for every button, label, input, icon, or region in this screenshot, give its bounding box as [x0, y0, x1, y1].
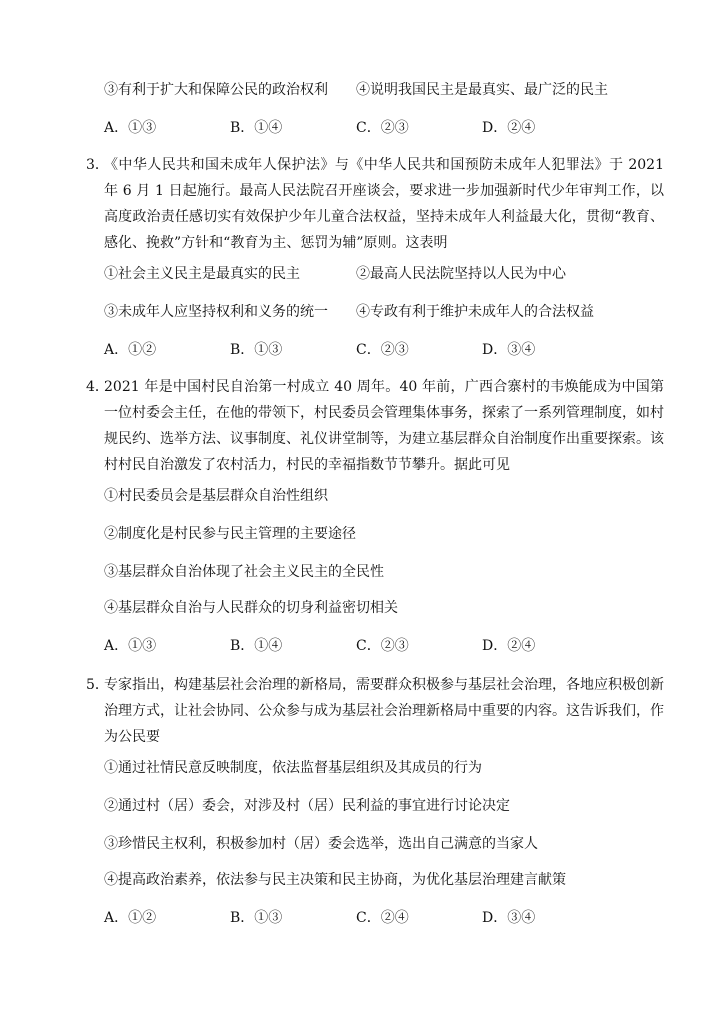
statement: ②通过村（居）委会，对涉及村（居）民利益的事宜进行讨论决定 — [104, 798, 510, 814]
choice-c[interactable]: C．②③ — [356, 342, 409, 358]
choice-c[interactable]: C．②④ — [356, 910, 409, 926]
statement: ④说明我国民主是最真实、最广泛的民主 — [356, 82, 608, 98]
choice-b[interactable]: B．①③ — [230, 342, 283, 358]
choice-a[interactable]: A．①② — [104, 910, 157, 926]
question-number: 3． — [86, 157, 109, 173]
statement: ③未成年人应坚持权利和义务的统一 — [104, 304, 328, 320]
question-stem: 《中华人民共和国未成年人保护法》与《中华人民共和国预防未成年人犯罪法》于 2021 年 6 月 1 日起施行。最高人民法院召开座谈会，要求进一步加强新时代少年审判工作，以高度政治责任感切实有效保护少年儿童合法权益，坚持未成年人利益最大化，贯彻“教育、感化、挽救”方针和“教育为主、惩罚为辅”原则。这表明 — [104, 157, 664, 251]
question-number: 5． — [86, 677, 109, 693]
choice-d[interactable]: D．②④ — [482, 120, 536, 136]
choice-d[interactable]: D．③④ — [482, 342, 536, 358]
statement: ④基层群众自治与人民群众的切身利益密切相关 — [104, 600, 398, 616]
statement: ②制度化是村民参与民主管理的主要途径 — [104, 526, 356, 542]
statement: ②最高人民法院坚持以人民为中心 — [356, 266, 566, 282]
choice-a[interactable]: A．①③ — [104, 638, 157, 654]
question-stem: 2021 年是中国村民自治第一村成立 40 周年。40 年前，广西合寨村的韦焕能成为中国第一位村委会主任，在他的带领下，村民委员会管理集体事务，探索了一系列管理制度，如村规民约、选举方法、议事制度、礼仪讲堂制等，为建立基层群众自治制度作出重要探索。该村村民自治激发了农村活力，村民的幸福指数节节攀升。据此可见 — [104, 379, 664, 473]
statement: ③珍惜民主权利，积极参加村（居）委会选举，选出自己满意的当家人 — [104, 836, 538, 852]
question-stem: 专家指出，构建基层社会治理的新格局，需要群众积极参与基层社会治理，各地应积极创新治理方式，让社会协同、公众参与成为基层社会治理新格局中重要的内容。这告诉我们，作为公民要 — [104, 677, 664, 745]
choice-c[interactable]: C．②③ — [356, 638, 409, 654]
choice-d[interactable]: D．③④ — [482, 910, 536, 926]
statement: ①村民委员会是基层群众自治性组织 — [104, 488, 328, 504]
statement: ③基层群众自治体现了社会主义民主的全民性 — [104, 564, 384, 580]
choice-b[interactable]: B．①③ — [230, 910, 283, 926]
choice-a[interactable]: A．①③ — [104, 120, 157, 136]
choice-d[interactable]: D．②④ — [482, 638, 536, 654]
statement: ①社会主义民主是最真实的民主 — [104, 266, 300, 282]
statement: ④提高政治素养，依法参与民主决策和民主协商，为优化基层治理建言献策 — [104, 872, 566, 888]
statement: ④专政有利于维护未成年人的合法权益 — [356, 304, 594, 320]
statement: ③有利于扩大和保障公民的政治权利 — [104, 82, 328, 98]
statement: ①通过社情民意反映制度，依法监督基层组织及其成员的行为 — [104, 760, 482, 776]
choice-b[interactable]: B．①④ — [230, 120, 283, 136]
question-number: 4． — [86, 379, 109, 395]
choice-b[interactable]: B．①④ — [230, 638, 283, 654]
choice-a[interactable]: A．①② — [104, 342, 157, 358]
choice-c[interactable]: C．②③ — [356, 120, 409, 136]
